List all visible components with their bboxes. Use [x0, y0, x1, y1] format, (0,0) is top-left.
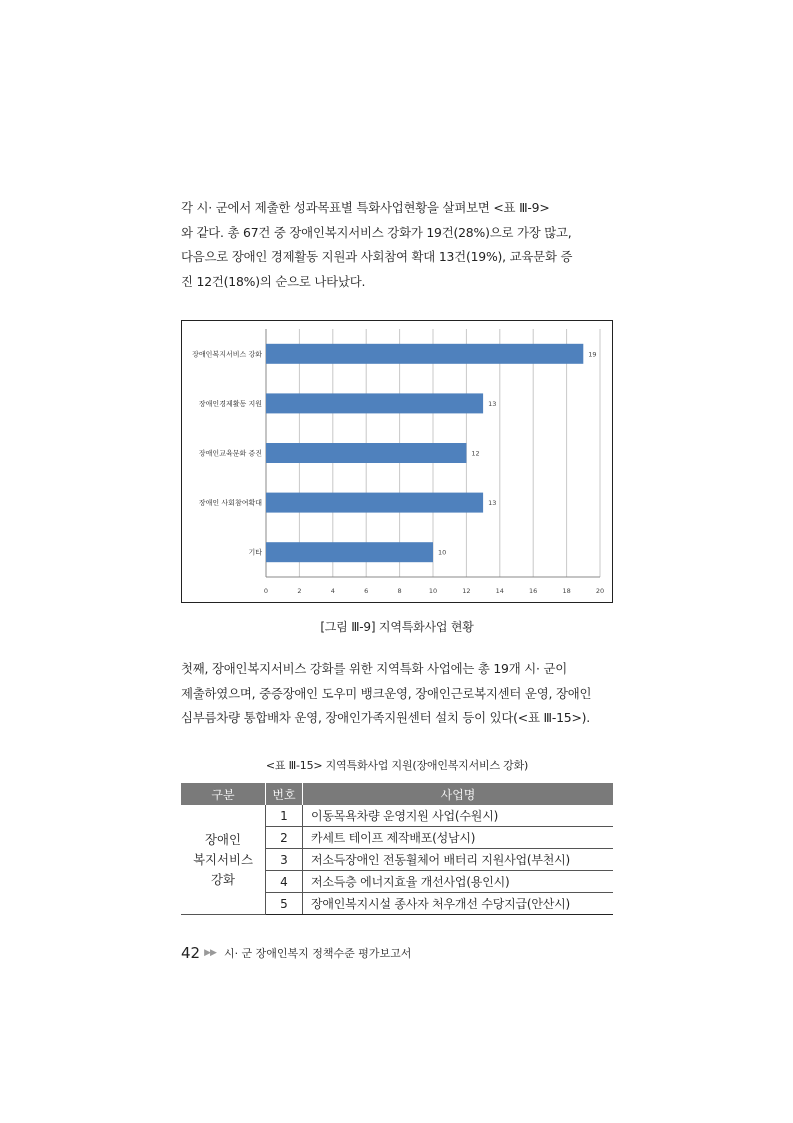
header-category: 구분: [181, 783, 266, 805]
report-title: 시· 군 장애인복지 정책수준 평가보고서: [223, 947, 412, 960]
data-label: 19: [588, 350, 597, 359]
header-number: 번호: [266, 783, 303, 805]
row-project-name: 저소득층 에너지효율 개선사업(용인시): [303, 871, 614, 893]
data-label: 13: [488, 499, 497, 508]
bar: [266, 542, 433, 562]
row-number: 3: [266, 849, 303, 871]
x-tick-label: 12: [462, 587, 471, 595]
row-project-name: 저소득장애인 전동휠체어 배터리 지원사업(부천시): [303, 849, 614, 871]
text-line: 제출하였으며, 중증장애인 도우미 뱅크운영, 장애인근로복지센터 운영, 장애인: [181, 685, 592, 701]
text-line: 다음으로 장애인 경제활동 지원과 사회참여 확대 13건(19%), 교육문화 증: [181, 249, 573, 264]
row-project-name: 카세트 테이프 제작배포(성남시): [303, 827, 614, 849]
text-line: 와 같다. 총 67건 중 장애인복지서비스 강화가 19건(28%)으로 가장 많고,: [181, 224, 572, 240]
category-label: 장애인 사회참여확대: [198, 499, 262, 508]
page-number: 42: [181, 944, 201, 962]
x-tick-label: 20: [595, 587, 605, 595]
row-project-name: 이동목욕차량 운영지원 사업(수원시): [303, 805, 614, 827]
x-tick-label: 18: [562, 587, 571, 595]
second-paragraph: [181, 657, 613, 731]
category-line: 복지서비스: [193, 851, 253, 867]
category-line: 강화: [211, 871, 235, 887]
category-label: 장애인경제활동 지원: [198, 399, 262, 408]
row-project-name: 장애인복지시설 종사자 처우개선 수당지급(안산시): [303, 893, 614, 915]
double-arrow-icon: ▶▶: [204, 948, 216, 958]
text-line: 첫째, 장애인복지서비스 강화를 위한 지역특화 사업에는 총 19개 시· 군이: [181, 661, 568, 676]
chart-canvas: [182, 321, 612, 602]
page-footer: [181, 944, 411, 962]
bar: [266, 443, 466, 463]
text-line: 심부름차량 통합배차 운영, 장애인가족지원센터 설치 등이 있다(<표 Ⅲ-15>).: [181, 710, 591, 725]
text-line: 진 12건(18%)의 순으로 나타났다.: [181, 273, 366, 289]
category-line: 장애인: [205, 831, 241, 847]
bar: [266, 393, 483, 413]
x-tick-label: 16: [529, 587, 538, 595]
category-label: 장애인복지서비스 강화: [192, 350, 262, 359]
category-cell: [181, 805, 266, 915]
category-label: 장애인교육문화 증진: [198, 449, 262, 458]
x-tick-label: 10: [428, 587, 438, 595]
row-number: 1: [266, 805, 303, 827]
project-table: [181, 783, 613, 915]
x-tick-label: 0: [263, 587, 269, 595]
text-line: 각 시· 군에서 제출한 성과목표별 특화사업현황을 살펴보면 <표 Ⅲ-9>: [181, 200, 550, 215]
x-tick-label: 2: [297, 587, 302, 595]
x-tick-label: 14: [495, 587, 504, 595]
data-label: 10: [438, 548, 447, 557]
x-tick-label: 8: [397, 587, 402, 595]
table-header-row: [181, 783, 613, 805]
header-project-name: 사업명: [303, 783, 614, 805]
bar: [266, 344, 583, 364]
intro-paragraph: [181, 196, 613, 294]
data-label: 12: [471, 449, 480, 458]
bar: [266, 493, 483, 513]
data-label: 13: [488, 399, 497, 408]
x-tick-label: 6: [364, 587, 369, 595]
bar-chart: [181, 320, 613, 603]
table-caption: <표 Ⅲ-15> 지역특화사업 지원(장애인복지서비스 강화): [265, 759, 529, 772]
figure-caption: [그림 Ⅲ-9] 지역특화사업 현황: [320, 620, 474, 634]
x-tick-label: 4: [330, 587, 335, 595]
table-row: [181, 805, 613, 827]
category-label: 기타: [248, 548, 262, 557]
row-number: 2: [266, 827, 303, 849]
row-number: 5: [266, 893, 303, 915]
row-number: 4: [266, 871, 303, 893]
